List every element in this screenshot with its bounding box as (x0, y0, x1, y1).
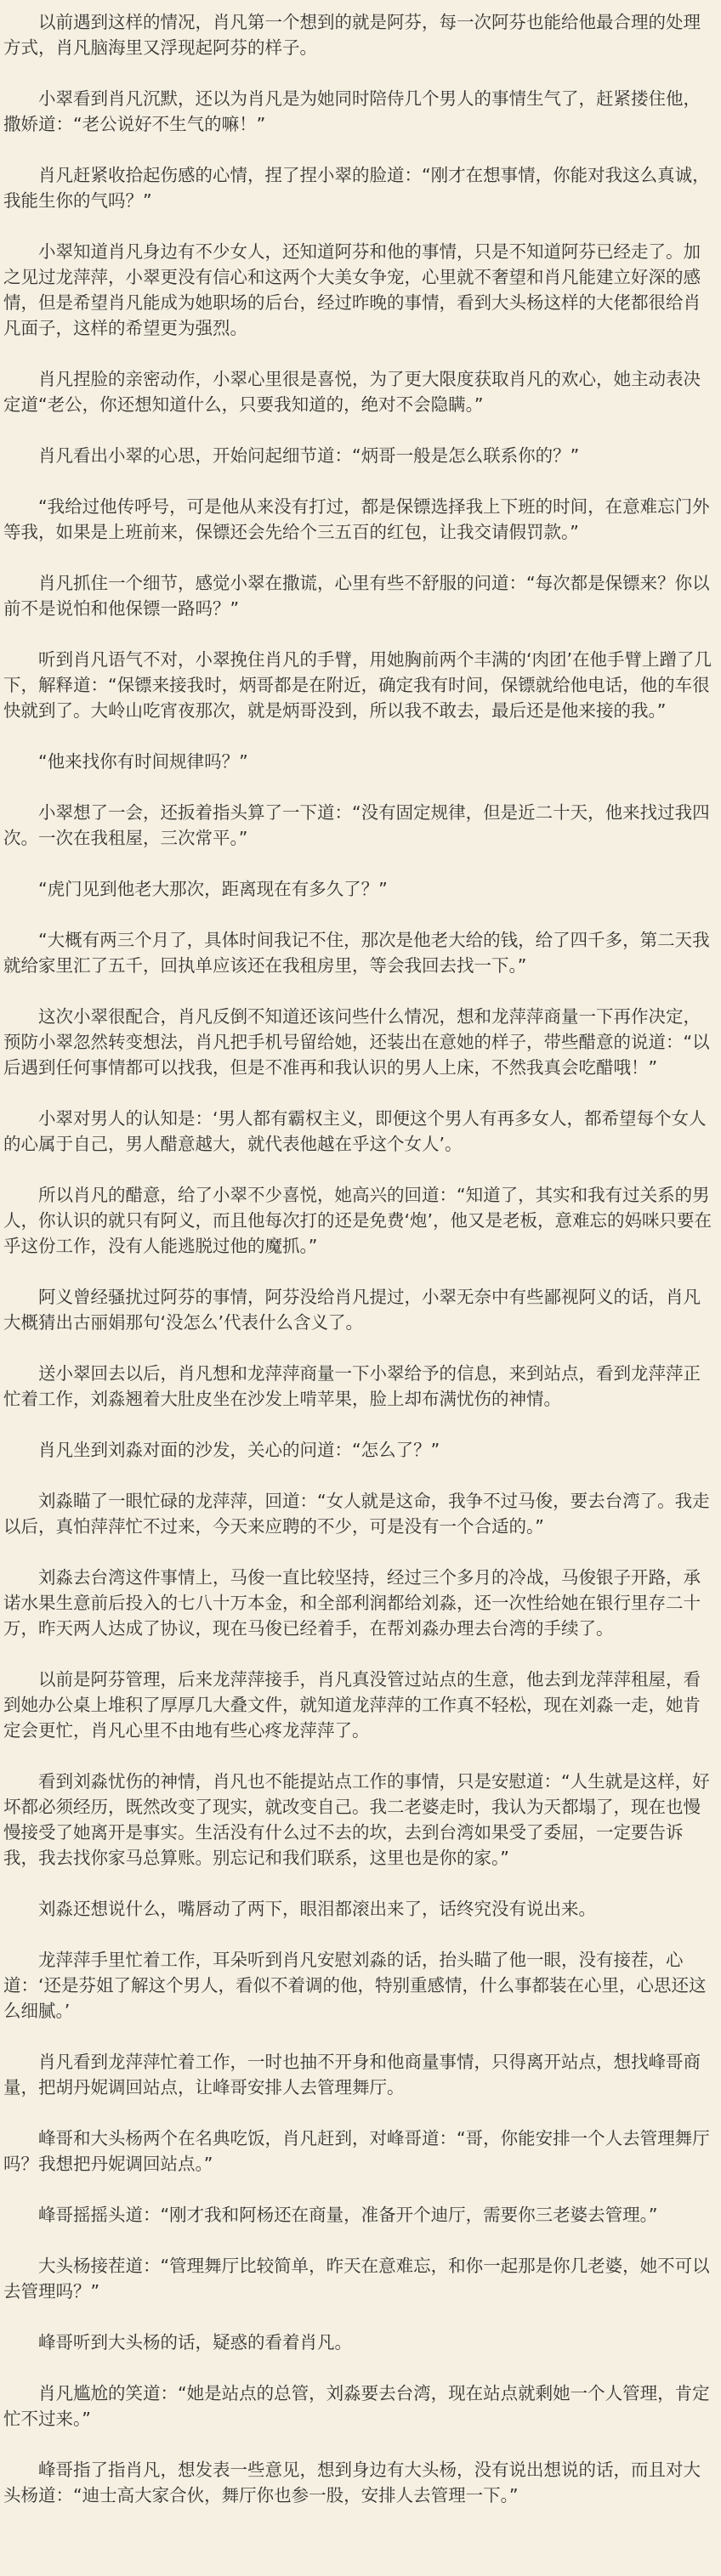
paragraph: “我给过他传呼号，可是他从来没有打过，都是保镖选择我上下班的时间，在意难忘门外等我，如果是上班前来，保镖还会先给个三五百的红包，让我交请假罚款。” (3, 496, 710, 542)
paragraph: 阿义曾经骚扰过阿芬的事情，阿芬没给肖凡提过，小翠无奈中有些鄙视阿义的话，肖凡大概猜出古丽娟那句‘没怎么’代表什么含义了。 (3, 1287, 701, 1333)
paragraph-list (3, 9, 717, 2508)
paragraph: “大概有两三个月了，具体时间我记不住，那次是他老大给的钱，给了四千多，第二天我就给家里汇了五千，回执单应该还在我租房里，等会我回去找一下。” (3, 930, 710, 976)
paragraph: “他来找你有时间规律吗？” (38, 751, 248, 772)
paragraph: 峰哥和大头杨两个在名典吃饭，肖凡赶到，对峰哥道：“哥，你能安排一个人去管理舞厅吗？我想把丹妮调回站点。” (3, 2128, 710, 2174)
paragraph: 小翠知道肖凡身边有不少女人，还知道阿芬和他的事情，只是不知道阿芬已经走了。加之见过龙萍萍，小翠更没有信心和这两个大美女争宠，心里就不奢望和肖凡能建立好深的感情，但是希望肖凡能成为她职场的后台，经过昨晚的事情，看到大头杨这样的大佬都很给肖凡面子，这样的希望更为强烈。 (3, 241, 701, 338)
paragraph: 所以肖凡的醋意，给了小翠不少喜悦，她高兴的回道：“知道了，其实和我有过关系的男人，你认识的就只有阿义，而且他每次打的还是免费‘炮’，他又是老板，意难忘的妈咪只要在乎这份工作，没有人能逃脱过他的魔抓。” (3, 1185, 712, 1256)
paragraph: 峰哥摇摇头道：“刚才我和阿杨还在商量，准备开个迪厅，需要你三老婆去管理。” (38, 2205, 658, 2225)
paragraph: 峰哥指了指肖凡，想发表一些意见，想到身边有大头杨，没有说出想说的话，而且对大头杨道：“迪士高大家合伙，舞厅你也参一股，安排人去管理一下。” (3, 2460, 701, 2505)
paragraph: 刘淼瞄了一眼忙碌的龙萍萍，回道：“女人就是这命，我争不过马俊，要去台湾了。我走以后，真怕萍萍忙不过来，今天来应聘的不少，可是没有一个合适的。” (3, 1491, 710, 1537)
paragraph: 刘淼还想说什么，嘴唇动了两下，眼泪都滚出来了，话终究没有说出来。 (38, 1899, 596, 1919)
paragraph: 肖凡看到龙萍萍忙着工作，一时也抽不开身和他商量事情，只得离开站点，想找峰哥商量，把胡丹妮调回站点，让峰哥安排人去管理舞厅。 (3, 2052, 701, 2098)
paragraph: 送小翠回去以后，肖凡想和龙萍萍商量一下小翠给予的信息，来到站点，看到龙萍萍正忙着工作，刘淼翘着大肚皮坐在沙发上啃苹果，脸上却布满忧伤的神情。 (3, 1363, 701, 1409)
paragraph: 小翠对男人的认知是：‘男人都有霸权主义，即便这个男人有再多女人，都希望每个女人的心属于自己，男人醋意越大，就代表他越在乎这个女人’。 (3, 1108, 707, 1154)
paragraph: 肖凡坐到刘淼对面的沙发，关心的问道：“怎么了？” (38, 1440, 440, 1460)
paragraph: 刘淼去台湾这件事情上，马俊一直比较坚持，经过三个多月的冷战，马俊银子开路，承诺水果生意前后投入的七八十万本金，和全部利润都给刘淼，还一次性给她在银行里存二十万，昨天两人达成了协议，现在马俊已经着手，在帮刘淼办理去台湾的手续了。 (3, 1567, 701, 1639)
paragraph: 这次小翠很配合，肖凡反倒不知道还该问些什么情况，想和龙萍萍商量一下再作决定，预防小翠忽然转变想法，肖凡把手机号留给她，还装出在意她的样子，带些醋意的说道：“以后遇到任何事情都可以找我，但是不准再和我认识的男人上床，不然我真会吃醋哦！” (3, 1006, 710, 1078)
paragraph: 峰哥听到大头杨的话，疑惑的看着肖凡。 (38, 2332, 352, 2352)
paragraph: 以前遇到这样的情况，肖凡第一个想到的就是阿芬，每一次阿芬也能给他最合理的处理方式，肖凡脑海里又浮现起阿芬的样子。 (3, 12, 701, 58)
paragraph: 听到肖凡语气不对，小翠挽住肖凡的手臂，用她胸前两个丰满的‘肉团’在他手臂上蹭了几下，解释道：“保镖来接我时，炳哥都是在附近，确定我有时间，保镖就给他电话，他的车很快就到了。大岭山吃宵夜那次，就是炳哥没到，所以我不敢去，最后还是他来接的我。” (3, 649, 712, 721)
paragraph: “虎门见到他老大那次，距离现在有多久了？” (38, 879, 388, 899)
paragraph: 大头杨接茬道：“管理舞厅比较简单，昨天在意难忘，和你一起那是你几老婆，她不可以去管理吗？” (3, 2256, 710, 2301)
paragraph: 肖凡抓住一个细节，感觉小翠在撒谎，心里有些不舒服的问道：“每次都是保镖来？你以前不是说怕和他保镖一路吗？” (3, 573, 710, 619)
paragraph: 龙萍萍手里忙着工作，耳朵听到肖凡安慰刘淼的话，抬头瞄了他一眼，没有接茬，心道：‘还是芬姐了解这个男人，看似不着调的他，特别重感情，什么事都装在心里，心思还这么细腻。’ (3, 1950, 707, 2021)
paragraph: 肖凡赶紧收拾起伤感的心情，捏了捏小翠的脸道：“刚才在想事情，你能对我这么真诚，我能生你的气吗？” (3, 165, 710, 211)
paragraph: 肖凡捏脸的亲密动作，小翠心里很是喜悦，为了更大限度获取肖凡的欢心，她主动表决定道“老公，你还想知道什么，只要我知道的，绝对不会隐瞒。” (3, 369, 701, 415)
paragraph: 肖凡看出小翠的心思，开始问起细节道：“炳哥一般是怎么联系你的？” (38, 445, 580, 466)
paragraph: 肖凡尴尬的笑道：“她是站点的总管，刘淼要去台湾，现在站点就剩她一个人管理，肯定忙不过来。” (3, 2383, 710, 2429)
paragraph: 以前是阿芬管理，后来龙萍萍接手，肖凡真没管过站点的生意，他去到龙萍萍租屋，看到她办公桌上堆积了厚厚几大叠文件，就知道龙萍萍的工作真不轻松，现在刘淼一走，她肯定会更忙，肖凡心里不由地有些心疼龙萍萍了。 (3, 1669, 701, 1741)
paragraph: 小翠看到肖凡沉默，还以为肖凡是为她同时陪侍几个男人的事情生气了，赶紧搂住他，撒娇道：“老公说好不生气的嘛！” (3, 88, 701, 134)
paragraph: 小翠想了一会，还扳着指头算了一下道：“没有固定规律，但是近二十天，他来找过我四次。一次在我租屋，三次常平。” (3, 802, 710, 848)
paragraph: 看到刘淼忧伤的神情，肖凡也不能提站点工作的事情，只是安慰道：“人生就是这样，好坏都必须经历，既然改变了现实，就改变自己。我二老婆走时，我认为天都塌了，现在也慢慢接受了她离开是事实。生活没有什么过不去的坎，去到台湾如果受了委屈，一定要告诉我，我去找你家马总算账。别忘记和我们联系，这里也是你的家。” (3, 1771, 710, 1868)
